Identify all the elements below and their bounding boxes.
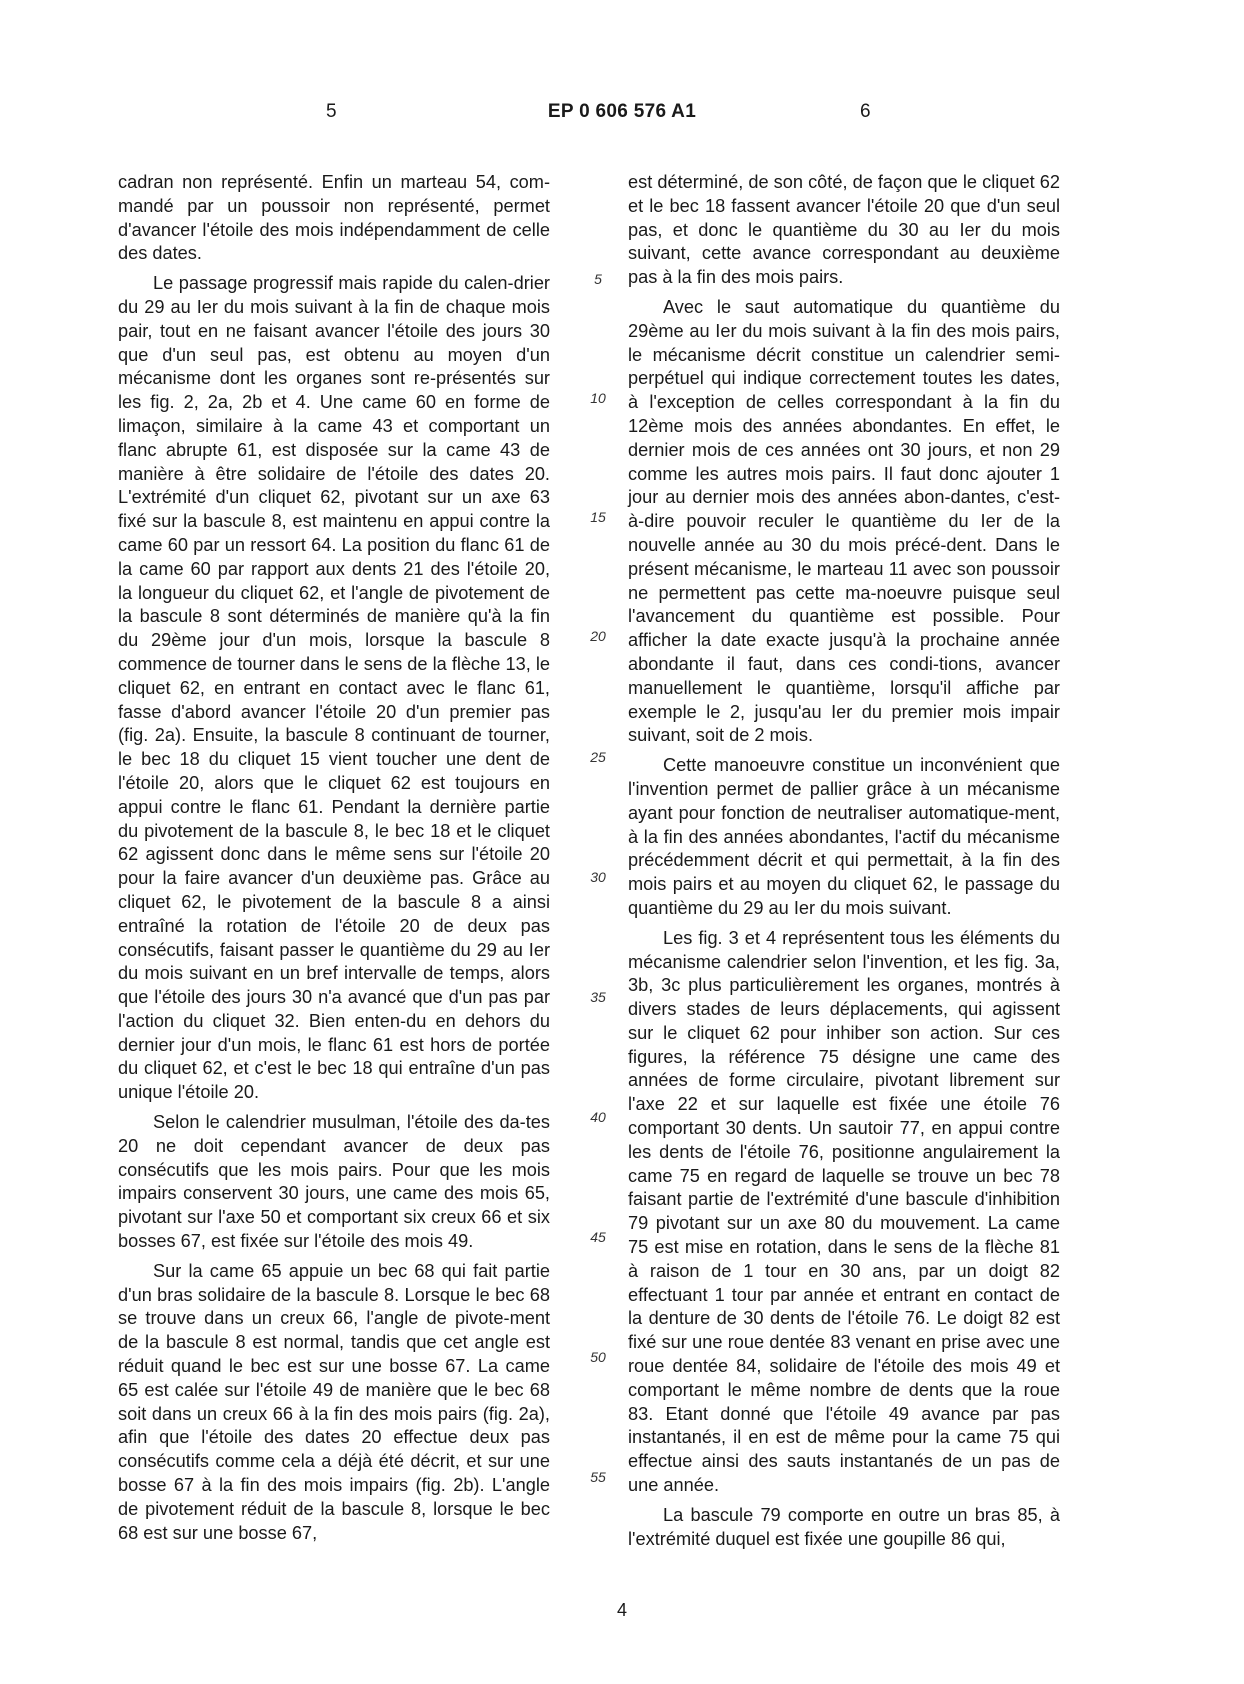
line-number: 15 <box>590 509 606 525</box>
right-paragraph-4: Les fig. 3 et 4 représentent tous les éléments du mécanisme calendrier selon l'invention, et les fig. 3a, 3b, 3c plus particulièrement les organes, montrés à divers stades de leurs déplacements, qui agissent sur le cliquet 62 pour inhiber son action. Sur ces figures, la référence 75 désigne une came des années de forme circulaire, pivotant librement sur l'axe 22 et sur laquelle est fixée une étoile 76 comportant 30 dents. Un sautoir 77, en appui contre les dents de l'étoile 76, positionne angulairement la came 75 en regard de laquelle se trouve un bec 78 faisant partie de l'extrémité d'une bascule d'inhibition 79 pivotant sur un axe 80 du mouvement. La came 75 est mise en rotation, dans le sens de la flèche 81 à raison de 1 tour en 30 ans, par un doigt 82 effectuant 1 tour par année et entrant en contact de la denture de 30 dents de l'étoile 76. Le doigt 82 est fixé sur une roue dentée 83 venant en prise avec une roue dentée 84, solidaire de l'étoile des mois 49 et comportant le même nombre de dents que la roue 83. Etant donné que l'étoile 49 avance par pas instantanés, il en est de même pour la came 75 qui effectue ainsi des sauts instantanés de un pas de une année. <box>628 927 1060 1496</box>
left-column <box>118 171 550 1551</box>
line-number: 50 <box>590 1349 606 1365</box>
document-number: EP 0 606 576 A1 <box>547 101 697 122</box>
left-paragraph-1: cadran non représenté. Enfin un marteau 54, com-mandé par un poussoir non représenté, permet d'avancer l'étoile des mois indépendamment de celle des dates. <box>118 172 550 264</box>
line-number: 35 <box>590 989 606 1005</box>
line-number: 5 <box>594 271 602 287</box>
line-number: 20 <box>590 628 606 644</box>
left-paragraph-2: Le passage progressif mais rapide du calen-drier du 29 au Ier du mois suivant à la fin de chaque mois pair, tout en ne faisant avancer l'étoile des jours 30 que d'un seul pas, est obtenu au moyen d'un mécanisme dont les organes sont re-présentés sur les fig. 2, 2a, 2b et 4. Une came 60 en forme de limaçon, similaire à la came 43 et comportant un flanc abrupte 61, est disposée sur la came 43 de manière à être solidaire de l'étoile des dates 20. L'extrémité d'un cliquet 62, pivotant sur un axe 63 fixé sur la bascule 8, est maintenu en appui contre la came 60 par un ressort 64. La position du flanc 61 de la came 60 par rapport aux dents 21 des l'étoile 20, la longueur du cliquet 62, et l'angle de pivotement de la bascule 8 sont déterminés de manière qu'à la fin du 29ème jour d'un mois, lorsque la bascule 8 commence de tourner dans le sens de la flèche 13, le cliquet 62, en entrant en contact avec le flanc 61, fasse d'abord avancer l'étoile 20 d'un premier pas (fig. 2a). Ensuite, la bascule 8 continuant de tourner, le bec 18 du cliquet 15 vient toucher une dent de l'étoile 20, alors que le cliquet 62 est toujours en appui contre le flanc 61. Pendant la dernière partie du pivotement de la bascule 8, le bec 18 et le cliquet 62 agissent donc dans le même sens sur l'étoile 20 pour la faire avancer d'un deuxième pas. Grâce au cliquet 62, le pivotement de la bascule 8 a ainsi entraîné la rotation de l'étoile 20 de deux pas consécutifs, faisant passer le quantième du 29 au Ier du mois suivant en un bref intervalle de temps, alors que l'étoile des jours 30 n'a avancé que d'un pas par l'action du cliquet 32. Bien enten-du en dehors du dernier jour d'un mois, le flanc 61 est hors de portée du cliquet 62, et c'est le bec 18 qui entraîne d'un pas unique l'étoile 20. <box>118 273 550 1103</box>
right-paragraph-3: Cette manoeuvre constitue un inconvénient que l'invention permet de pallier grâce à un mécanisme ayant pour fonction de neutraliser automatique-ment, à la fin des années abondantes, l'actif du mécanisme précédemment décrit et qui permettait, à la fin des mois pairs et au moyen du cliquet 62, le passage du quantième du 29 au Ier du mois suivant. <box>628 755 1060 918</box>
page-folio: 4 <box>616 1600 627 1620</box>
right-paragraph-2: Avec le saut automatique du quantième du 29ème au Ier du mois suivant à la fin des mois pairs, le mécanisme décrit constitue un calendrier semi-perpétuel qui indique correctement toutes les dates, à l'exception de celles correspondant à la fin du 12ème mois des années abondantes. En effet, le dernier mois de ces années ont 30 jours, et non 29 comme les autres mois pairs. Il faut donc ajouter 1 jour au dernier mois des années abon-dantes, c'est-à-dire pouvoir reculer le quantième du Ier de la nouvelle année au 30 du mois précé-dent. Dans le présent mécanisme, le marteau 11 avec son poussoir ne permettent pas cette ma-noeuvre puisque seul l'avancement du quantième est possible. Pour afficher la date exacte jusqu'à la prochaine année abondante il faut, dans ces condi-tions, avancer manuellement le quantième, lorsqu'il affiche par exemple le 2, jusqu'au Ier du premier mois impair suivant, soit de 2 mois. <box>628 296 1060 746</box>
line-number: 30 <box>590 869 606 885</box>
right-column <box>628 171 1060 1557</box>
right-paragraph-1: est déterminé, de son côté, de façon que le cliquet 62 et le bec 18 fassent avancer l'étoile 20 que d'un seul pas, et donc le quantième du 30 au Ier du mois suivant, cette avance correspondant au deuxième pas à la fin des mois pairs. <box>628 172 1060 288</box>
right-page-number: 6 <box>860 101 871 122</box>
line-number: 25 <box>590 749 606 765</box>
left-page-number: 5 <box>326 101 337 122</box>
line-number: 10 <box>590 390 606 406</box>
line-number: 45 <box>590 1229 606 1245</box>
line-number: 40 <box>590 1109 606 1125</box>
left-paragraph-4: Sur la came 65 appuie un bec 68 qui fait partie d'un bras solidaire de la bascule 8. Lorsque le bec 68 se trouve dans un creux 66, l'angle de pivote-ment de la bascule 8 est normal, tandis que cet angle est réduit quand le bec est sur une bosse 67. La came 65 est calée sur l'étoile 49 de manière que le bec 68 soit dans un creux 66 à la fin des mois pairs (fig. 2a), afin que l'étoile des dates 20 effectue deux pas consécutifs comme cela a déjà été décrit, et sur une bosse 67 à la fin des mois impairs (fig. 2b). L'angle de pivotement réduit de la bascule 8, lorsque le bec 68 est sur une bosse 67, <box>118 1260 550 1543</box>
right-paragraph-5: La bascule 79 comporte en outre un bras 85, à l'extrémité duquel est fixée une goupille 86 qui, <box>628 1504 1060 1549</box>
left-paragraph-3: Selon le calendrier musulman, l'étoile des da-tes 20 ne doit cependant avancer de deux pas consécutifs que les mois pairs. Pour que les mois impairs conservent 30 jours, une came des mois 65, pivotant sur l'axe 50 et comportant six creux 66 et six bosses 67, est fixée sur l'étoile des mois 49. <box>118 1112 550 1252</box>
line-number: 55 <box>590 1469 606 1485</box>
